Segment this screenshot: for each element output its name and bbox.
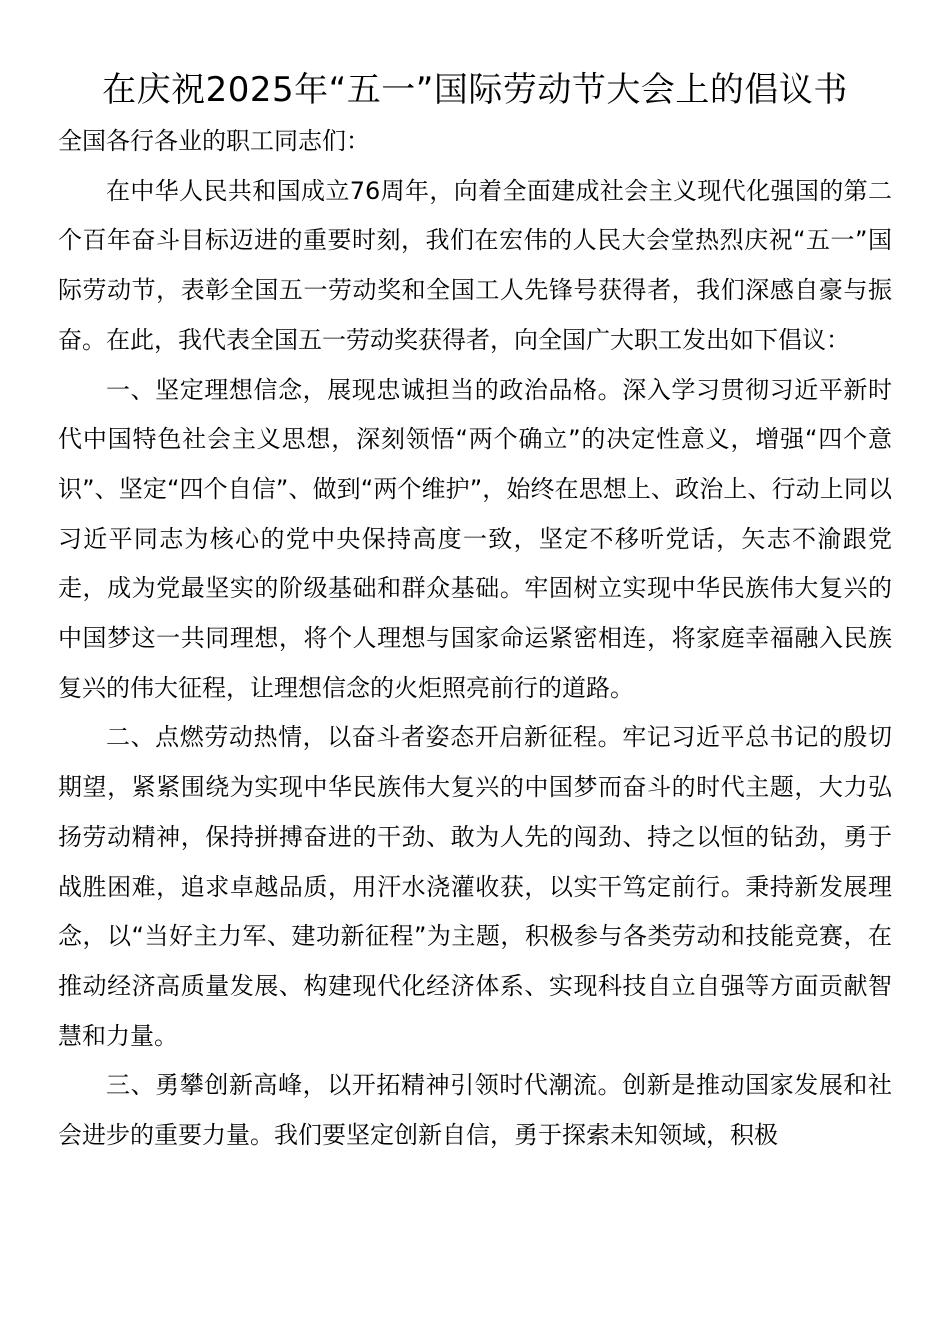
paragraph-text: 深入学习贯彻习近平新时代中国特色社会主义思想，深刻领悟“两个确立”的决定性意义，增强“四个意识”、坚定“四个自信”、做到“两个维护”，始终在思想上、政治上、行动上同以习近平同志为核心的党中央保持高度一致，坚定不移听党话，矢志不渝跟党走，成为党最坚实的阶级基础和群众基础。牢固树立实现中华民族伟大复兴的中国梦这一共同理想，将个人理想与国家命运紧密相连，将家庭幸福融入民族复兴的伟大征程，让理想信念的火炬照亮前行的道路。 <box>58 375 893 702</box>
section-heading: 一、坚定理想信念，展现忠诚担当的政治品格。 <box>106 375 623 404</box>
paragraph-text: 牢记习近平总书记的殷切期望，紧紧围绕为实现中华民族伟大复兴的中国梦而奋斗的时代主题，大力弘扬劳动精神，保持拼搏奋进的干劲、敢为人先的闯劲、持之以恒的钻劲，勇于战胜困难，追求卓越品质，用汗水浇灌收获，以实干笃定前行。秉持新发展理念，以“当好主力军、建功新征程”为主题，积极参与各类劳动和技能竞赛，在推动经济高质量发展、构建现代化经济体系、实现科技自立自强等方面贡献智慧和力量。 <box>58 723 893 1050</box>
section-heading: 二、点燃劳动热情，以奋斗者姿态开启新征程。 <box>106 723 623 752</box>
section-heading: 三、勇攀创新高峰，以开拓精神引领时代潮流。 <box>106 1071 623 1100</box>
greeting-line: 全国各行各业的职工同志们： <box>58 127 370 155</box>
paragraph-intro <box>58 167 892 366</box>
document-body <box>58 117 892 1161</box>
document-title: 在庆祝2025年“五一”国际劳动节大会上的倡议书 <box>102 70 848 110</box>
paragraph-section-3 <box>58 1061 892 1160</box>
paragraph-section-1 <box>58 366 892 714</box>
paragraph-text: 在中华人民共和国成立76周年，向着全面建成社会主义现代化强国的第二个百年奋斗目标迈进的重要时刻，我们在宏伟的人民大会堂热烈庆祝“五一”国际劳动节，表彰全国五一劳动奖和全国工人先锋号获得者，我们深感自豪与振奋。在此，我代表全国五一劳动奖获得者，向全国广大职工发出如下倡议： <box>58 176 892 354</box>
paragraph-section-2 <box>58 713 892 1061</box>
paragraph-text: 创新是推动国家发展和社会进步的重要力量。我们要坚定创新自信，勇于探索未知领域，积极 <box>58 1071 893 1150</box>
